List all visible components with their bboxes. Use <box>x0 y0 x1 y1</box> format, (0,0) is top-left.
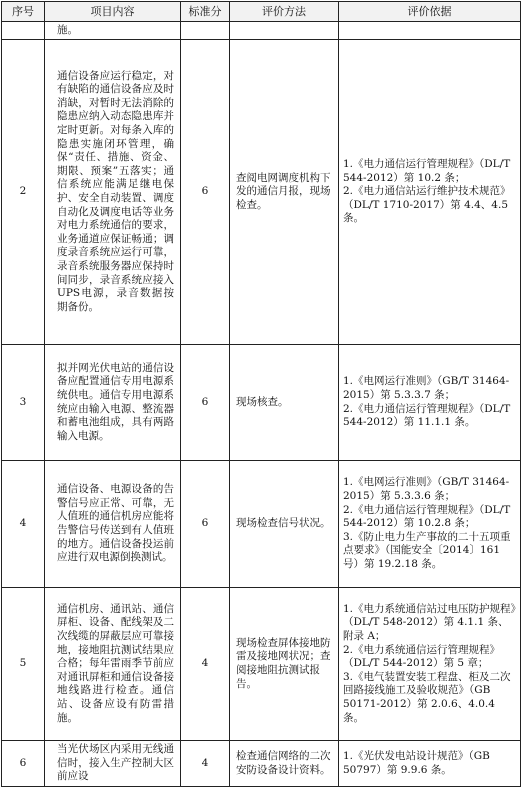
basis-item: 2.《电力通信运行管理规程》（DL/T 544-2012）第 10.2.8 条； <box>343 503 511 530</box>
row-no: 5 <box>2 588 45 741</box>
row-no: 2 <box>2 40 45 345</box>
row-no: 6 <box>2 741 45 787</box>
row-content: 通信机房、通讯站、通信屏柜、设备、配线架及二次线缆的屏蔽层应可靠接地，接地阻抗测试结果应合格；每年雷雨季节前应对通讯屏柜和通信设备接地线路进行检查。通信站、设备应设有防雷措施。 <box>45 588 181 741</box>
basis-item: 1.《电力系统通信站过电压防护规程》（DL/T 548-2012）第 4.1.1 条、附录 A； <box>343 602 516 643</box>
header-method: 评价方法 <box>230 2 339 22</box>
table-row <box>2 588 521 741</box>
row-content: 拟并网光伏电站的通信设备应配置通信专用电源系统供电。通信专用电源系统应由输入电源、整流器和蓄电池组成，具有两路输入电源。 <box>45 345 181 461</box>
row-method: 现场检查信号状况。 <box>230 461 339 588</box>
table-row <box>2 22 521 40</box>
table-row <box>2 461 521 588</box>
row-no <box>2 22 45 40</box>
row-basis <box>339 461 521 588</box>
basis-item: 1.《电力通信运行管理规程》（DL/T 544-2012）第 10.2 条； <box>343 158 511 184</box>
row-method: 现场检查屏体接地防雷及接地网状况；查阅接地阻抗测试报告。 <box>230 588 339 741</box>
table-row <box>2 741 521 787</box>
header-basis: 评价依据 <box>339 2 521 22</box>
basis-item: 1.《电网运行准则》（GB/T 31464-2015）第 5.3.3.7 条； <box>343 375 510 401</box>
row-content: 施。 <box>45 22 181 40</box>
row-content: 当光伏场区内采用无线通信时，接入生产控制大区前应设 <box>45 741 181 787</box>
basis-item: 2.《电力系统通信运行管理规程》（DL/T 544-2012）第 5 章； <box>343 643 501 670</box>
basis-item: 1.《光伏发电站设计规范》（GB 50797）第 9.9.6 条。 <box>343 749 490 776</box>
table-row <box>2 345 521 461</box>
evaluation-table <box>1 1 521 787</box>
table-row <box>2 40 521 345</box>
row-basis <box>339 345 521 461</box>
row-method <box>230 22 339 40</box>
row-score <box>181 22 230 40</box>
row-no: 3 <box>2 345 45 461</box>
row-content: 通信设备应运行稳定，对有缺陷的通信设备应及时消缺，对暂时无法消除的隐患应纳入动态隐患库并定时更新。对每条入库的隐患实施闭环管理，确保“责任、措施、资金、期限、预案”五落实；通信系统应能满足继电保护、安全自动装置、调度自动化及调度电话等业务对电力系统通信的要求，业务通道应保证畅通；调度录音系统应运行可靠，录音系统服务器应保持时间同步，录音系统应接入UPS电源，录音数据按期备份。 <box>45 40 181 345</box>
row-score: 6 <box>181 345 230 461</box>
row-basis <box>339 40 521 345</box>
basis-item: 3.《防止电力生产事故的二十五项重点要求》（国能安全〔2014〕161 号）第 19.2.18 条。 <box>343 530 511 570</box>
row-basis <box>339 741 521 787</box>
basis-item: 2.《电力通信站运行维护技术规范》（DL/T 1710-2017）第 4.4、4.5 条。 <box>343 185 511 225</box>
row-content: 通信设备、电源设备的告警信号应正常、可靠，无人值班的通信机房应能将告警信号传送到有人值班的地方。通信设备投运前应进行双电源倒换测试。 <box>45 461 181 588</box>
basis-item: 2.《电力通信运行管理规程》（DL/T 544-2012）第 11.1.1 条。 <box>343 402 511 429</box>
table-header-row <box>2 2 521 22</box>
row-method: 查阅电网调度机构下发的通信月报，现场检查。 <box>230 40 339 345</box>
row-method: 现场核查。 <box>230 345 339 461</box>
row-score: 4 <box>181 588 230 741</box>
header-content: 项目内容 <box>45 2 181 22</box>
basis-item: 3.《电气装置安装工程盘、柜及二次回路接线施工及验收规范》（GB 50171-2012）第 2.0.6、4.0.4 条。 <box>343 670 511 724</box>
row-score: 6 <box>181 461 230 588</box>
basis-item: 1.《电网运行准则》（GB/T 31464-2015）第 5.3.3.6 条； <box>343 476 510 503</box>
row-no: 4 <box>2 461 45 588</box>
row-score: 4 <box>181 741 230 787</box>
row-score: 6 <box>181 40 230 345</box>
row-method: 检查通信网络的二次安防设备设计资料。 <box>230 741 339 787</box>
row-basis <box>339 588 521 741</box>
header-score: 标准分 <box>181 2 230 22</box>
header-no: 序号 <box>2 2 45 22</box>
row-basis <box>339 22 521 40</box>
